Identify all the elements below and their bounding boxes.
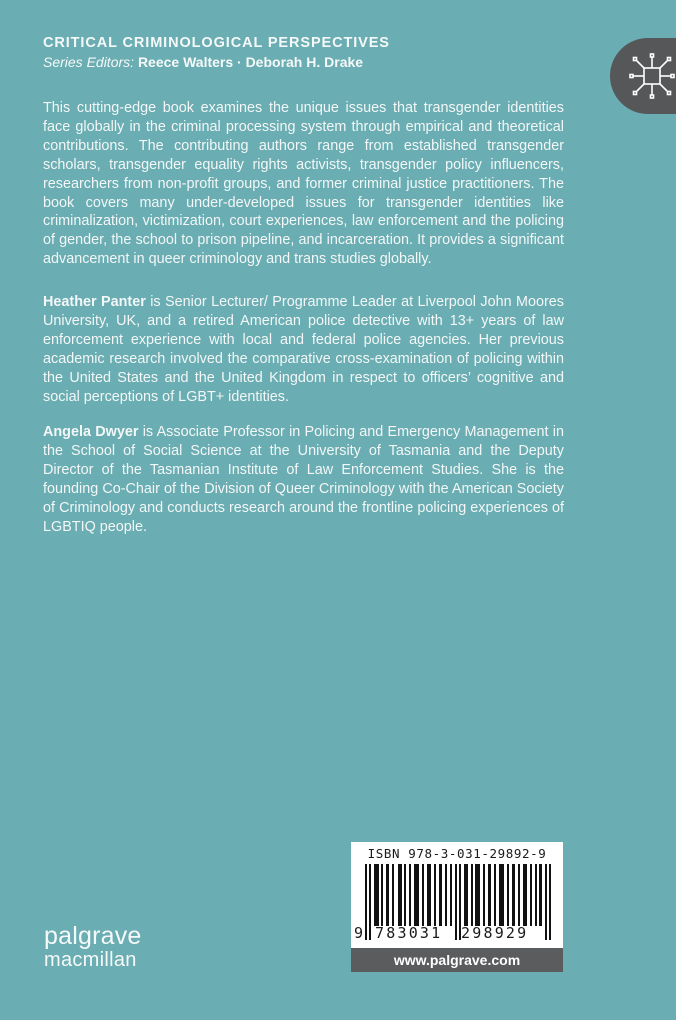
isbn-label: ISBN 978-3-031-29892-9: [367, 846, 547, 861]
author-bio-1: [43, 293, 564, 406]
series-editors-names: Reece Walters · Deborah H. Drake: [137, 54, 364, 70]
isbn-barcode-box: [351, 842, 563, 972]
barcode-digits-left: 783031: [375, 924, 443, 942]
author-name: Heather Panter: [43, 294, 146, 310]
publisher-logo: [44, 924, 142, 972]
publisher-website[interactable]: www.palgrave.com: [351, 948, 563, 972]
author-bio-text: is Senior Lecturer/ Programme Leader at Liverpool John Moores University, UK, and a retired American police detective with 13+ years of law enforcement experience with local and federal police agencies. Her previous academic research involved the comparative cross-examination of policing within the United States and the United Kingdom in respect to officers’ cognitive and social perceptions of LGBT+ identities.: [43, 294, 565, 405]
publisher-logo-line1: palgrave: [44, 922, 142, 950]
publisher-logo-line2: macmillan: [44, 949, 137, 971]
series-editors: [43, 53, 390, 72]
series-header: [43, 34, 390, 72]
series-editors-label: Series Editors:: [43, 54, 135, 70]
series-title: CRITICAL CRIMINOLOGICAL PERSPECTIVES: [43, 35, 390, 51]
author-bio-text: is Associate Professor in Policing and Emergency Management in the School of Social Science at the University of Tasmania and the Deputy Director of the Tasmanian Institute of Law Enforcement Studies. She is the founding Co-Chair of the Division of Queer Criminology with the American Society of Criminology and conducts research around the frontline policing experiences of LGBTIQ people.: [43, 424, 565, 535]
description-text: This cutting-edge book examines the unique issues that transgender identities face globally in the criminal processing system through empirical and theoretical contributions. The contributing authors range from established transgender scholars, transgender equality rights activists, transgender policy influencers, researchers from non-profit groups, and former criminal justice practitioners. The book covers many under-developed issues for transgender identities like criminalization, victimization, court experiences, law enforcement and the policing of gender, the school to prison pipeline, and incarceration. It provides a significant advancement in queer criminology and trans studies globally.: [43, 100, 564, 268]
barcode-digits-right: 298929: [461, 924, 529, 942]
circuit-chip-icon: [628, 52, 676, 100]
author-bio-2: [43, 423, 564, 536]
book-description: [43, 99, 564, 269]
barcode-digit-first: 9: [354, 924, 364, 942]
series-badge: [610, 38, 676, 114]
author-name: Angela Dwyer: [43, 424, 139, 440]
